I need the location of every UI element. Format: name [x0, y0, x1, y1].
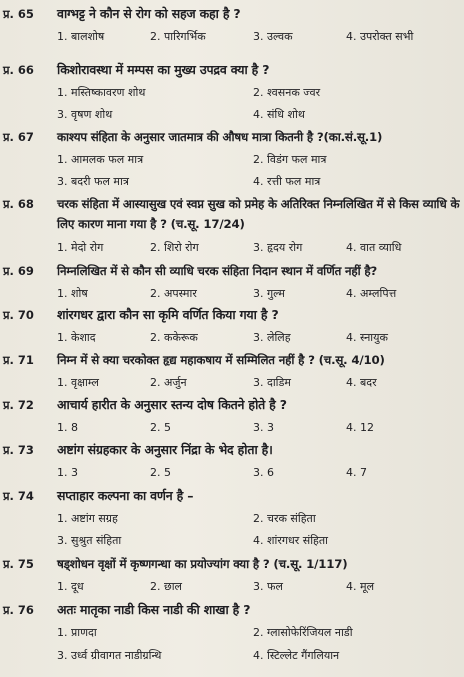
option-3: 3. हृदय रोग [253, 241, 303, 254]
question-text: षड्शोधन वृक्षों में कृष्णगन्धा का प्रयोज्यांग क्या है ? (च.सू. 1/117) [57, 557, 348, 571]
question-number: प्र. 67 [3, 130, 34, 144]
option-4: 4. मूल [346, 580, 375, 593]
question-number: प्र. 74 [3, 489, 34, 503]
option-1: 1. केशाद [57, 331, 96, 344]
option-2: 2. अपस्मार [150, 287, 197, 300]
question-text: काश्यप संहिता के अनुसार जातमात्र की औषध मात्रा कितनी है ?(का.सं.सू.1) [57, 130, 383, 144]
question-text: अष्टांग संग्रहकार के अनुसार निंद्रा के भेद होता है। [57, 442, 273, 457]
option-2: 2. 5 [150, 421, 171, 434]
question-number: प्र. 68 [3, 197, 34, 211]
option-2: 2. अर्जुन [150, 376, 187, 389]
option-3: 3. उल्वक [253, 30, 293, 43]
option-2: 2. छाल [150, 580, 183, 593]
option-3: 3. गुल्म [253, 287, 285, 300]
question-text: निम्न में से क्या चरकोक्त हृद्य महाकषाय में सम्मिलित नहीं है ? (च.सू. 4/10) [57, 353, 385, 367]
option-2: 2. शिरो रोग [150, 241, 199, 254]
question-number: प्र. 73 [3, 443, 34, 457]
question-number: प्र. 72 [3, 398, 34, 412]
option-3: 3. बदरी फल मात्र [57, 175, 129, 188]
option-3: 3. 3 [253, 421, 274, 434]
option-1: 1. 8 [57, 421, 78, 434]
option-2: 2. पारिगर्भिक [150, 30, 206, 43]
option-1: 1. मस्तिष्कावरण शोथ [57, 86, 146, 99]
option-4: 4. स्टिल्लेट गैंगलियान [253, 649, 340, 662]
option-4: 4. बदर [346, 376, 377, 389]
option-3: 3. फल [253, 580, 283, 593]
option-2: 2. 5 [150, 466, 171, 479]
option-3: 3. उर्ध्व ग्रीवागत नाडीग्रन्थि [57, 649, 162, 662]
option-4: 4. अम्लपित्त [346, 287, 397, 300]
question-text: अतः मातृका नाडी किस नाडी की शाखा है ? [57, 602, 251, 617]
option-4: 4. 12 [346, 421, 374, 434]
option-4: 4. स्नायुक [346, 331, 388, 344]
question-text: सप्ताहार कल्पना का वर्णन है – [57, 488, 194, 503]
question-text: किशोरावस्था में मम्पस का मुख्य उपद्रव क्या है ? [57, 62, 270, 77]
option-4: 4. 7 [346, 466, 367, 479]
option-1: 1. प्राणदा [57, 626, 97, 639]
option-1: 1. अष्टांग सग्रह [57, 512, 118, 525]
option-2: 2. ककेरूक [150, 331, 198, 344]
question-number: प्र. 70 [3, 308, 34, 322]
option-3: 3. दाडिम [253, 376, 291, 389]
question-text: शांरगधर द्वारा कौन सा कृमि वर्णित किया गया है ? [57, 307, 279, 322]
option-4: 4. रत्ती फल मात्र [253, 175, 321, 188]
option-2: 2. ग्लासोफेरिंजियल नाडी [253, 626, 353, 639]
option-3: 3. लेलिह [253, 331, 291, 344]
option-2: 2. चरक संहिता [253, 512, 316, 525]
question-number: प्र. 66 [3, 63, 34, 77]
option-1: 1. मेदो रोग [57, 241, 104, 254]
option-1: 1. दूध [57, 580, 84, 593]
question-number: प्र. 75 [3, 557, 34, 571]
option-2: 2. श्वसनक ज्वर [253, 86, 321, 99]
option-1: 1. आमलक फल मात्र [57, 153, 144, 166]
option-4: 4. शांरगधर संहिता [253, 534, 329, 547]
option-1: 1. 3 [57, 466, 78, 479]
option-3: 3. 6 [253, 466, 274, 479]
question-number: प्र. 76 [3, 603, 34, 617]
option-4: 4. उपरोक्त सभी [346, 30, 414, 43]
option-1: 1. बालशोष [57, 30, 105, 43]
option-4: 4. संधि शोथ [253, 108, 305, 121]
option-1: 1. वृक्षाम्ल [57, 376, 99, 389]
option-3: 3. सुश्रुत संहिता [57, 534, 122, 547]
option-3: 3. वृषण शोथ [57, 108, 113, 121]
question-text: वाग्भट्ट ने कौन से रोग को सहज कहा है ? [57, 6, 241, 21]
option-2: 2. विडंग फल मात्र [253, 153, 327, 166]
question-number: प्र. 71 [3, 353, 34, 367]
question-text: निम्नलिखित में से कौन सी व्याधि चरक संहिता निदान स्थान में वर्णित नहीं है? [57, 264, 378, 278]
option-4: 4. वात व्याधि [346, 241, 402, 254]
question-text: चरक संहिता में आस्यासुख एवं स्वप्न सुख को प्रमेह के अतिरिक्त निम्नलिखित में से किस व्याधि के लिए कारण माना गया है ? (च.सू. 17/24) [57, 197, 460, 231]
question-number: प्र. 69 [3, 264, 34, 278]
question-text: आचार्य हारीत के अनुसार स्तन्य दोष कितने होते है ? [57, 397, 287, 412]
option-1: 1. शोष [57, 287, 88, 300]
question-number: प्र. 65 [3, 7, 34, 21]
